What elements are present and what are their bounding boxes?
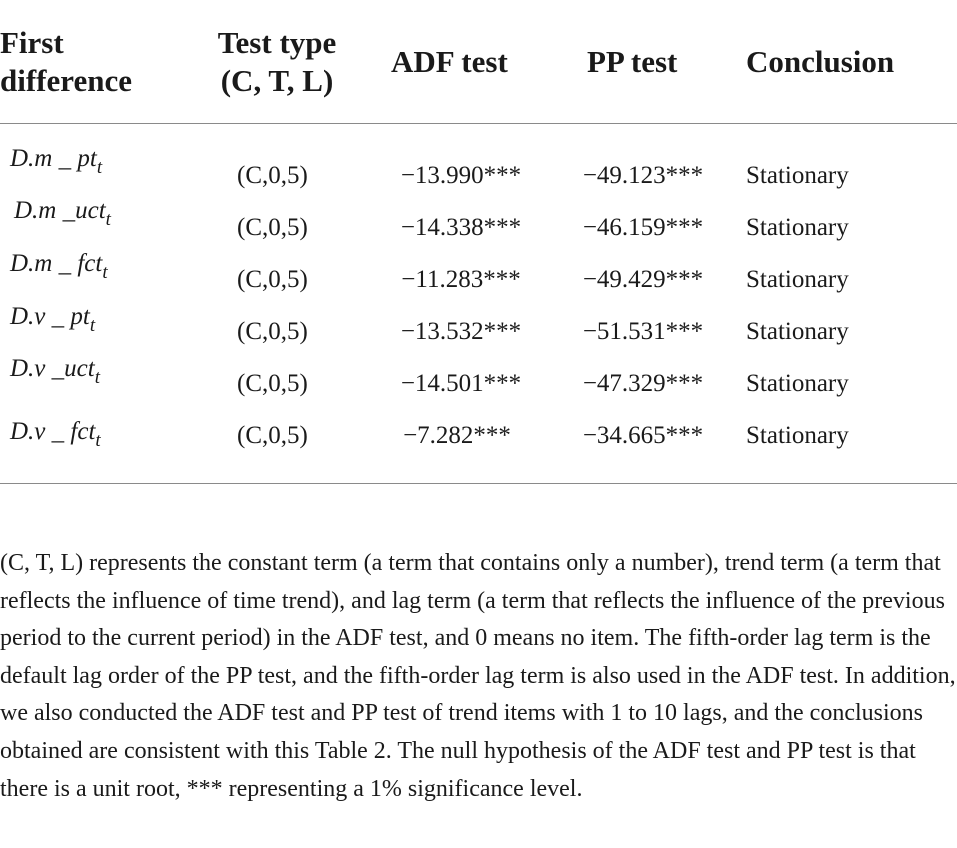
test-type-cell: (C,0,5) [237,162,308,189]
test-type-cell: (C,0,5) [237,370,308,397]
test-type-cell: (C,0,5) [237,422,308,449]
header-adf-test: ADF test [391,44,508,79]
adf-value-cell: −13.990*** [400,162,522,189]
bottom-rule [0,483,957,484]
conclusion-cell: Stationary [746,214,849,241]
header-rule [0,123,957,124]
header-conclusion: Conclusion [746,44,895,79]
conclusion-cell: Stationary [746,318,849,345]
variable-label [10,145,103,178]
pp-value-cell: −49.429*** [582,266,704,293]
header-pp-test: PP test [587,44,678,79]
conclusion-cell: Stationary [746,266,849,293]
conclusion-cell: Stationary [746,370,849,397]
adf-value-cell: −14.338*** [400,214,522,241]
variable-subscript: t [102,262,108,283]
pp-value-cell: −51.531*** [582,318,704,345]
adf-value-cell: −14.501*** [400,370,522,397]
variable-label [10,250,108,283]
variable-subscript: t [94,367,100,388]
variable-name: D.v _uct [10,355,95,382]
test-type-cell: (C,0,5) [237,318,308,345]
table-footnote: (C, T, L) represents the constant term (a term that contains only a number), trend term (a term that reflects the influence of time trend), and lag term (a term that reflects the influence of the previous period to the current period) in the ADF test, and 0 means no item. The fifth-order lag term is the default lag order of the PP test, and the fifth-order lag term is also used in the ADF test. In addition, we also conducted the ADF test and PP test of trend items with 1 to 10 lags, and the conclusions obtained are consistent with this Table 2. The null hypothesis of the ADF test and PP test is that there is a unit root, *** representing a 1% significance level. [0,550,956,802]
variable-label [10,303,96,336]
variable-name: D.m _uct [14,197,106,224]
variable-name: D.m _ fct [10,250,103,277]
conclusion-cell: Stationary [746,422,849,449]
header-test-type [197,24,357,100]
pp-value-cell: −47.329*** [582,370,704,397]
adf-value-cell: −7.282*** [403,422,511,449]
variable-name: D.v _ pt [10,303,90,330]
test-type-cell: (C,0,5) [237,214,308,241]
variable-label [14,197,111,230]
header-first-difference-line1: First [0,25,64,60]
conclusion-cell: Stationary [746,162,849,189]
variable-name: D.m _ pt [10,145,97,172]
header-test-type-line2: (C, T, L) [220,63,334,98]
adf-value-cell: −13.532*** [400,318,522,345]
variable-subscript: t [89,315,96,336]
header-test-type-line1: Test type [217,25,337,60]
pp-value-cell: −49.123*** [582,162,704,189]
header-first-difference-line2: difference [0,63,132,98]
adf-value-cell: −11.283*** [401,266,521,293]
header-first-difference [0,24,132,100]
variable-name: D.v _ fct [10,418,96,445]
variable-subscript: t [105,209,111,230]
test-type-cell: (C,0,5) [237,266,308,293]
variable-subscript: t [96,157,103,178]
pp-value-cell: −34.665*** [582,422,704,449]
variable-label [10,418,101,451]
variable-label [10,355,100,388]
variable-subscript: t [95,430,101,451]
pp-value-cell: −46.159*** [582,214,704,241]
